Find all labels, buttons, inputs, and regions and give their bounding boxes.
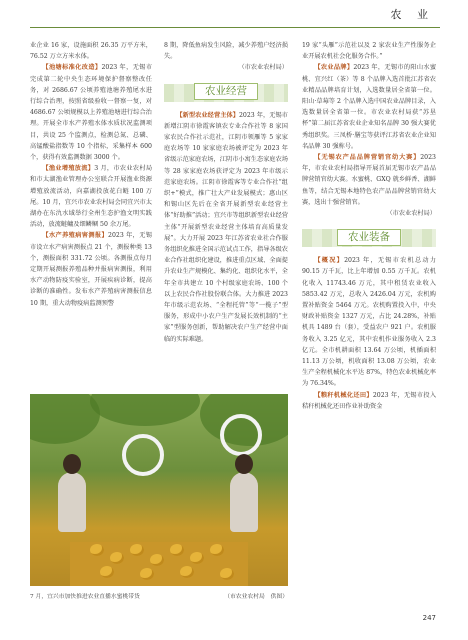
entry-heading: 【概况】 bbox=[314, 257, 345, 265]
entry-text: 2023 年，无锡市设立水产病害测报点 21 个，测报种类 13 个，测报面积 331.72 公顷。各测报点每月定期开展测报养殖品种并报病害测报，利用水产动物防疫实验室，开展疾病诊断，提高诊断的准确性。发布水产养殖病害测报信息 10 期，重大动物疫病监测预警 bbox=[30, 232, 152, 307]
entry-text: 2023 年，无锡市的阳山水蜜桃、宜兴红（茶）等 8 个品牌入选首批江苏省农业精品品牌培育计划，入选数量居全省第一位。阳山·草莓等 2 个品牌入选中国农业品牌目录，入选数量居全省第一位。市农业农村局获“苏垦杯”第二届江苏省农业企业知名品牌 30 强大赛优秀组织奖。三凤桥·膳宝等获评江苏省农业企业知名品牌 30 强称号。 bbox=[302, 64, 436, 150]
entry-heading: 【渔业增殖放流】 bbox=[42, 165, 95, 173]
photo-caption bbox=[30, 591, 288, 600]
entry-paragraph bbox=[302, 152, 436, 208]
caption-text: 7 月，宜兴市加快推进农业直播水蜜桃带货 bbox=[30, 594, 140, 600]
caption-credit: （市农业农村局 供图） bbox=[224, 594, 288, 600]
entry-paragraph bbox=[302, 62, 436, 152]
page-number: 247 bbox=[422, 614, 436, 622]
livestream-photo bbox=[30, 394, 288, 586]
source-credit: （市农业农村局） bbox=[238, 64, 288, 72]
page-header bbox=[0, 0, 468, 28]
entry-text: 2023 年，无锡市农机总动力 90.15 万千瓦，比上年增加 0.55 万千瓦。农机化收入 11743.46 万元，其中租赁农业收入 5853.42 万元，总收入 2426.04 万元，农机购置补贴资金 5464 万元。农机购置投入中，中央财政补贴资金 1327 万元，占比 24.28%，补贴机具 1489 台（套），受益农户 921 户。农机服务收入 3.25 亿元，其中农机作业服务收入 2.3 亿元。全市机耕面积 13.64 万公顷，机插面积 11.13 万公顷，机收面积 13.08 万公顷，农业生产全程机械化水平达 87%，特色农业机械化率为 76.34%。 bbox=[302, 257, 436, 388]
ring-light-icon bbox=[122, 434, 164, 476]
section-banner bbox=[164, 80, 288, 104]
entry-paragraph bbox=[302, 390, 436, 412]
entry-heading: 【粮秆机械化还田】 bbox=[314, 391, 373, 399]
entry-paragraph bbox=[30, 62, 152, 163]
entry-paragraph bbox=[30, 230, 152, 308]
column-3 bbox=[302, 40, 436, 412]
entry-heading: 【水产养殖病害测报】 bbox=[42, 232, 109, 240]
entry-text: 3 月，市农业农村局和市太湖渔业管理办公室联合开展渔业资源增殖放流活动，向嘉湖投放花白鲢 100 万尾。10 月，宜兴市农业农村局会同宜兴市太湖办在东氿水域举行全州生态护渔文明实践活动，放流鲢鳙及细鳞鲴 50 余万尾。 bbox=[30, 165, 152, 229]
entry-heading: 【新型农业经营主体】 bbox=[176, 111, 239, 119]
entry-text: 2023 年，无锡市新增江阴市徐霞客镇农专业合作社等 8 家国家农民合作社示范社，江阴市领雁等 5 家家庭农场等 10 家家庭农场被评定为 2023 年省级示范家庭农场，江阴市小寓生态家庭农场等 28 家家庭农场获评定为 2023 年市级示范家庭农场。江阴市徐霞客等专业合作社“组织+”模式，推广壮大产业发展模式；惠山区和锡山区先后在全省开展新型农业经营主体“好助推”活动；宜兴市等组织新型农业经营主体“开展新型农业经营主体培育高质量发展”。大力开展 2023 年江苏省农业社合作服务组织化推进全国示范试点工作，指导各级农业合作社组织化建设，推进重点区域、全面提升农业生产规模化、集约化、组织化水平，全年全市共建立 10 个村级家庭农场、100 个以上农民合作社股份联合体。大力推进 2023 年市级示范农场、“全程托管”等“一揽子”型服务，形成中小农户生产发展长效机制的“主家”型服务创新，帮助解决农户生产经营中面临的实际难题。 bbox=[164, 111, 288, 343]
entry-paragraph bbox=[30, 163, 152, 230]
entry-text: 2023 年，无锡市完成第二轮中央生态环境保护督察整改任务，对 2686.67 公顷养殖池塘养殖尾水进行综合治理，按照省级验收一督察一复，对 4686.67 公顷规模以上养殖池塘进行综合治理。开展全市水产养殖水体水质状况监测项目，共设 25 个监测点，检测总氮、总磷、高锰酸盐指数等 10 个指标，采集样本 600 个，获得有效监测数据 3000 个。 bbox=[30, 64, 152, 162]
source-credit: （市农业农村局） bbox=[386, 210, 436, 218]
column-2 bbox=[164, 40, 288, 345]
entry-text: 2023 年，市农业农村局指导开展首届无锡市农产品品牌营销官幼大赛。水蜜桃、GXQ 就乡鲜香、湖鲜鱼等，结合无锡本地特色农产品品牌营销官幼大赛，选出十强营销官。 bbox=[302, 154, 436, 206]
section-banner-label: 农业装备 bbox=[337, 229, 401, 246]
paragraph: 8 期，降低鱼病发生风险，减少养殖户经济损失。 bbox=[164, 42, 288, 61]
running-title: 农 业 bbox=[390, 8, 434, 21]
entry-heading: 【农业品牌】 bbox=[314, 64, 354, 72]
paragraph: 业企业 16 家，设施面积 26.35 万平方米，76.52 万立方米水体。 bbox=[30, 42, 152, 61]
header-rule bbox=[30, 27, 440, 28]
entry-heading: 【池塘标准化改造】 bbox=[42, 64, 102, 72]
section-banner-label: 农业经营 bbox=[194, 83, 258, 100]
entry-paragraph bbox=[302, 255, 436, 389]
entry-text: 2023 年，无锡市投入秸秆机械化还田作业补助资金 bbox=[302, 391, 436, 410]
ring-light-icon bbox=[220, 414, 262, 456]
entry-heading: 【无锡农产品品牌营销官幼大赛】 bbox=[314, 154, 421, 162]
column-1 bbox=[30, 40, 152, 309]
section-banner bbox=[302, 225, 436, 249]
entry-paragraph bbox=[164, 110, 288, 345]
paragraph: 19 家“头雁”示范社以及 2 家农业生产性服务企业开展农机社会化服务合作。” bbox=[302, 42, 436, 61]
